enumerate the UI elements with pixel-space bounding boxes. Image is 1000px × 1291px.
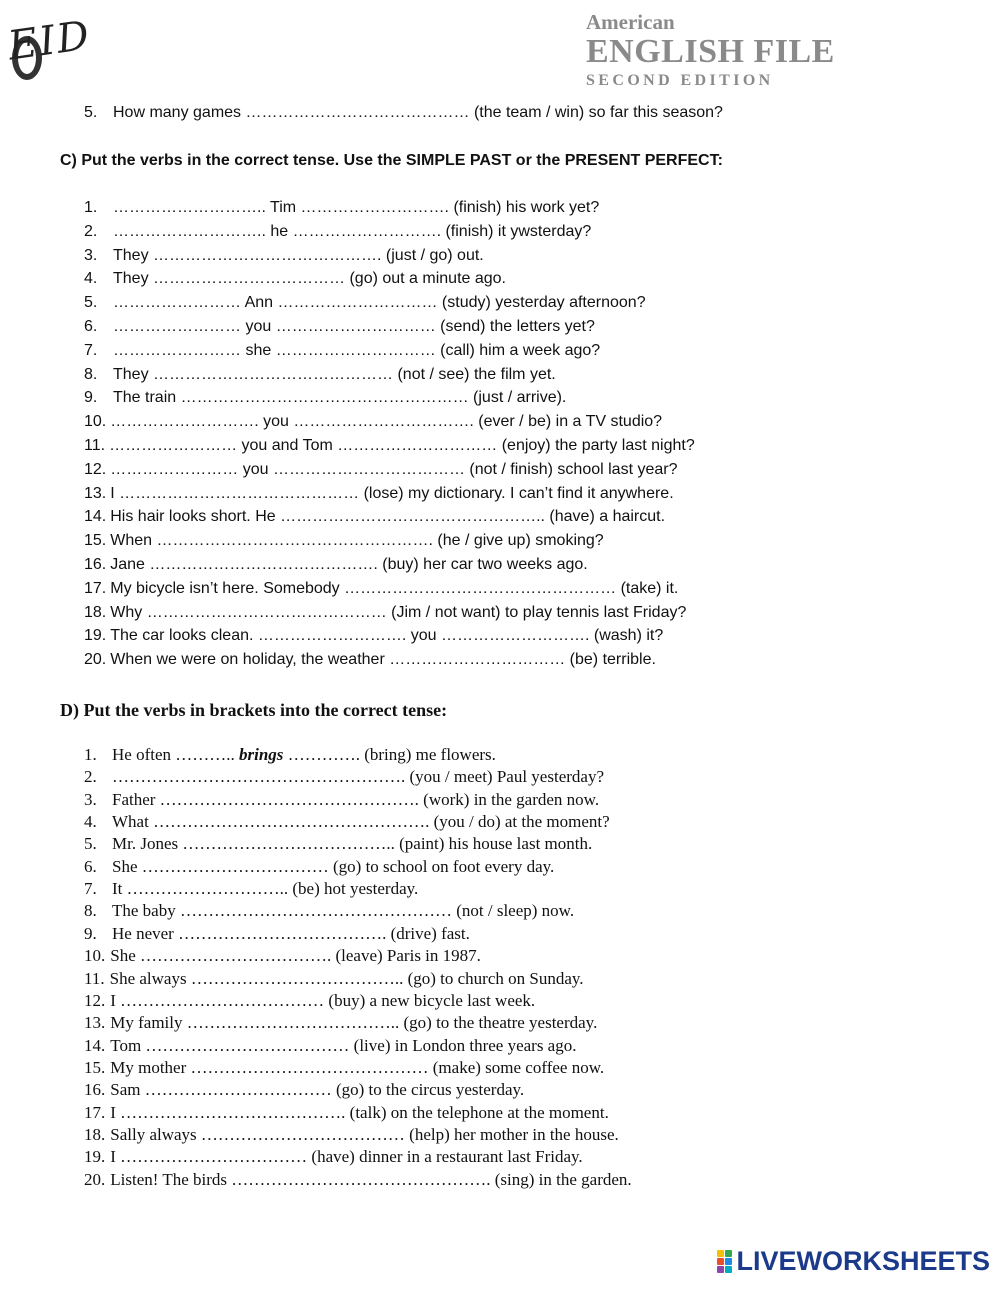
item-text: Sally always ……………………………… (help) her mother in the house.	[110, 1124, 619, 1144]
exercise-d-item	[84, 745, 496, 765]
exercise-d-item	[84, 790, 599, 810]
item-text: Sam …………………………… (go) to the circus yesterday.	[110, 1080, 525, 1100]
exercise-c-item	[84, 532, 604, 550]
item-number: 6.	[84, 318, 98, 335]
item-text: Jane ……………………………………. (buy) her car two weeks ago.	[110, 556, 588, 573]
item-text: ……………………….. he ………………………. (finish) it ywsterday?	[113, 222, 592, 240]
logo-color-square	[725, 1258, 732, 1265]
exercise-c-item	[84, 651, 656, 669]
item-number: 2.	[84, 222, 98, 240]
exercise-d-item	[84, 924, 470, 944]
exercise-d-item	[84, 834, 592, 854]
item-text: The car looks clean. ………………………. you ………………………. (wash) it?	[110, 627, 664, 645]
handwritten-annotation: EID	[5, 12, 94, 70]
liveworksheets-icon	[717, 1250, 732, 1273]
exercise-c-item	[84, 223, 591, 241]
item-text: She always ……………………………….. (go) to church on Sunday.	[109, 968, 584, 988]
item-number: 3.	[84, 789, 97, 809]
item-number: 11.	[84, 968, 105, 988]
logo-color-square	[725, 1266, 732, 1273]
item-text: When ……………………………………………. (he / give up) smoking?	[110, 532, 604, 550]
item-text: …………………… you ………………………… (send) the letters yet?	[113, 318, 595, 335]
item-number: 6.	[84, 856, 97, 876]
item-text: It ……………………….. (be) hot yesterday.	[112, 879, 419, 899]
example-answer: brings	[239, 745, 284, 764]
exercise-c-item	[84, 485, 674, 503]
logo-color-square	[717, 1250, 724, 1257]
item-number: 9.	[84, 923, 97, 943]
item-text: She …………………………… (go) to school on foot every day.	[112, 856, 555, 876]
item-number: 19.	[84, 1147, 106, 1167]
item-number: 1.	[84, 199, 98, 216]
exercise-d-item	[84, 812, 610, 832]
item-text: ……………………….. Tim ………………………. (finish) his work yet?	[113, 199, 600, 216]
exercise-d-item	[84, 1103, 609, 1123]
exercise-d-item	[84, 1125, 619, 1145]
exercise-d-item	[84, 767, 604, 787]
item-text: …………………… you ……………………………… (not / finish) school last year?	[110, 460, 678, 478]
exercise-c-item	[84, 413, 662, 431]
item-number: 8.	[84, 901, 97, 921]
item-text: Mr. Jones ……………………………….. (paint) his house last month.	[112, 834, 593, 854]
item-text: When we were on holiday, the weather …………………………… (be) terrible.	[110, 651, 656, 669]
logo-color-square	[717, 1258, 724, 1265]
item-text: My family ……………………………….. (go) to the theatre yesterday.	[110, 1013, 598, 1033]
exercise-d-item	[84, 991, 535, 1011]
item-number: 4.	[84, 812, 97, 832]
brand-sub-text: SECOND EDITION	[586, 72, 774, 89]
item-text: ……………………………………………. (you / meet) Paul yesterday?	[112, 767, 604, 787]
exercise-d-item	[84, 1170, 632, 1190]
item-text: I …………………………… (have) dinner in a restaurant last Friday.	[110, 1147, 583, 1167]
item-number: 17.	[84, 579, 107, 597]
logo-color-square	[725, 1250, 732, 1257]
exercise-c-item	[84, 556, 588, 574]
exercise-c-item	[84, 508, 665, 526]
item-number: 20.	[84, 1169, 106, 1189]
section-c-heading: C) Put the verbs in the correct tense. Use the SIMPLE PAST or the PRESENT PERFECT:	[60, 152, 723, 169]
liveworksheets-logo	[717, 1246, 990, 1277]
item-number: 10.	[84, 946, 106, 966]
exercise-d-item	[84, 1147, 583, 1167]
item-number: 7.	[84, 341, 98, 359]
item-number: 13.	[84, 1013, 106, 1033]
item-text-before: He often ………..	[112, 745, 240, 764]
item-text: They ……………………………… (go) out a minute ago.	[113, 270, 506, 288]
item-text: What …………………………………………. (you / do) at the moment?	[112, 812, 610, 832]
item-text: He never ………………………………. (drive) fast.	[112, 923, 470, 943]
item-text: Listen! The birds ………………………………………. (sing) in the garden.	[110, 1169, 632, 1189]
item-number: 9.	[84, 389, 98, 407]
item-text: …………………… she ………………………… (call) him a week ago?	[113, 341, 601, 359]
exercise-c-item	[84, 294, 646, 312]
item-number: 15.	[84, 532, 107, 550]
item-text: My bicycle isn’t here. Somebody …………………………………………… (take) it.	[110, 579, 679, 597]
item-number: 16.	[84, 556, 107, 573]
item-text: I ……………………………………… (lose) my dictionary. I can’t find it anywhere.	[110, 484, 674, 502]
item-number: 14.	[84, 508, 107, 526]
item-text: His hair looks short. He ………………………………………….. (have) a haircut.	[110, 508, 666, 526]
exercise-d-item	[84, 969, 584, 989]
item-text-after: …………. (bring) me flowers.	[283, 745, 496, 764]
exercise-c-item	[84, 461, 677, 479]
item-number: 5.	[84, 104, 98, 121]
item-text: They ……………………………………. (just / go) out.	[113, 246, 484, 264]
item-text: Tom ……………………………… (live) in London three years ago.	[110, 1035, 577, 1055]
item-number: 11.	[84, 437, 106, 454]
exercise-d-item	[84, 879, 418, 899]
item-number: 5.	[84, 294, 98, 312]
exercise-c-item	[84, 270, 506, 288]
item-number: 1.	[84, 745, 97, 764]
item-text: How many games …………………………………… (the team / win) so far this season?	[113, 104, 723, 121]
item-number: 8.	[84, 365, 98, 383]
brand-top-text: American	[586, 10, 675, 34]
item-number: 12.	[84, 990, 106, 1010]
exercise-c-item	[84, 437, 695, 455]
item-number: 16.	[84, 1080, 106, 1100]
exercise-c-item	[84, 604, 686, 622]
exercise-d-item	[84, 1080, 524, 1100]
item-number: 4.	[84, 270, 98, 288]
exercise-c-item	[84, 366, 556, 384]
item-text: Why ……………………………………… (Jim / not want) to play tennis last Friday?	[110, 603, 687, 621]
item-number: 15.	[84, 1057, 106, 1077]
item-number: 5.	[84, 834, 97, 854]
item-number: 18.	[84, 1124, 106, 1144]
section-d-heading: D) Put the verbs in brackets into the correct tense:	[60, 700, 448, 720]
item-text: She ……………………………. (leave) Paris in 1987.	[110, 946, 481, 966]
exercise-d-item	[84, 1058, 604, 1078]
exercise-c-item	[84, 199, 599, 217]
exercise-c-item	[84, 247, 484, 265]
american-english-file-logo	[586, 10, 846, 92]
exercise-d-item	[84, 1036, 576, 1056]
item-text: …………………… Ann ………………………… (study) yesterday afternoon?	[113, 294, 646, 312]
item-number: 18.	[84, 603, 107, 621]
item-text: I ……………………………… (buy) a new bicycle last week.	[110, 990, 536, 1010]
item-number: 3.	[84, 246, 98, 264]
item-number: 13.	[84, 484, 107, 502]
item-number: 2.	[84, 767, 97, 787]
item-number: 7.	[84, 879, 97, 899]
item-text: ………………………. you ……………………………. (ever / be) in a TV studio?	[110, 413, 663, 431]
exercise-d-item	[84, 857, 554, 877]
exercise-d-item	[84, 1013, 597, 1033]
exercise-d-item	[84, 946, 481, 966]
item-text: The baby ………………………………………… (not / sleep) now.	[112, 901, 575, 921]
exercise-c-item	[84, 580, 678, 598]
item-number: 10.	[84, 413, 107, 431]
brand-main-text: ENGLISH FILE	[586, 33, 835, 70]
exercise-d-item	[84, 901, 574, 921]
item-number: 20.	[84, 651, 107, 669]
item-number: 19.	[84, 627, 107, 645]
item-text: My mother …………………………………… (make) some coffee now.	[110, 1057, 605, 1077]
exercise-c-item	[84, 318, 595, 336]
previous-exercise-item	[84, 104, 723, 122]
exercise-c-item	[84, 389, 566, 407]
exercise-c-item	[84, 342, 600, 360]
item-text: …………………… you and Tom ………………………… (enjoy) the party last night?	[109, 437, 695, 454]
exercise-c-item	[84, 627, 663, 645]
liveworksheets-text: LIVEWORKSHEETS	[736, 1246, 990, 1276]
item-text: The train ……………………………………………… (just / arrive).	[113, 389, 567, 407]
item-number: 17.	[84, 1102, 106, 1122]
logo-color-square	[717, 1266, 724, 1273]
item-number: 12.	[84, 460, 107, 478]
item-text: I …………………………………. (talk) on the telephone at the moment.	[110, 1102, 609, 1122]
item-number: 14.	[84, 1035, 106, 1055]
item-text: They ……………………………………… (not / see) the film yet.	[113, 365, 556, 383]
item-text: Father ………………………………………. (work) in the garden now.	[112, 789, 600, 809]
